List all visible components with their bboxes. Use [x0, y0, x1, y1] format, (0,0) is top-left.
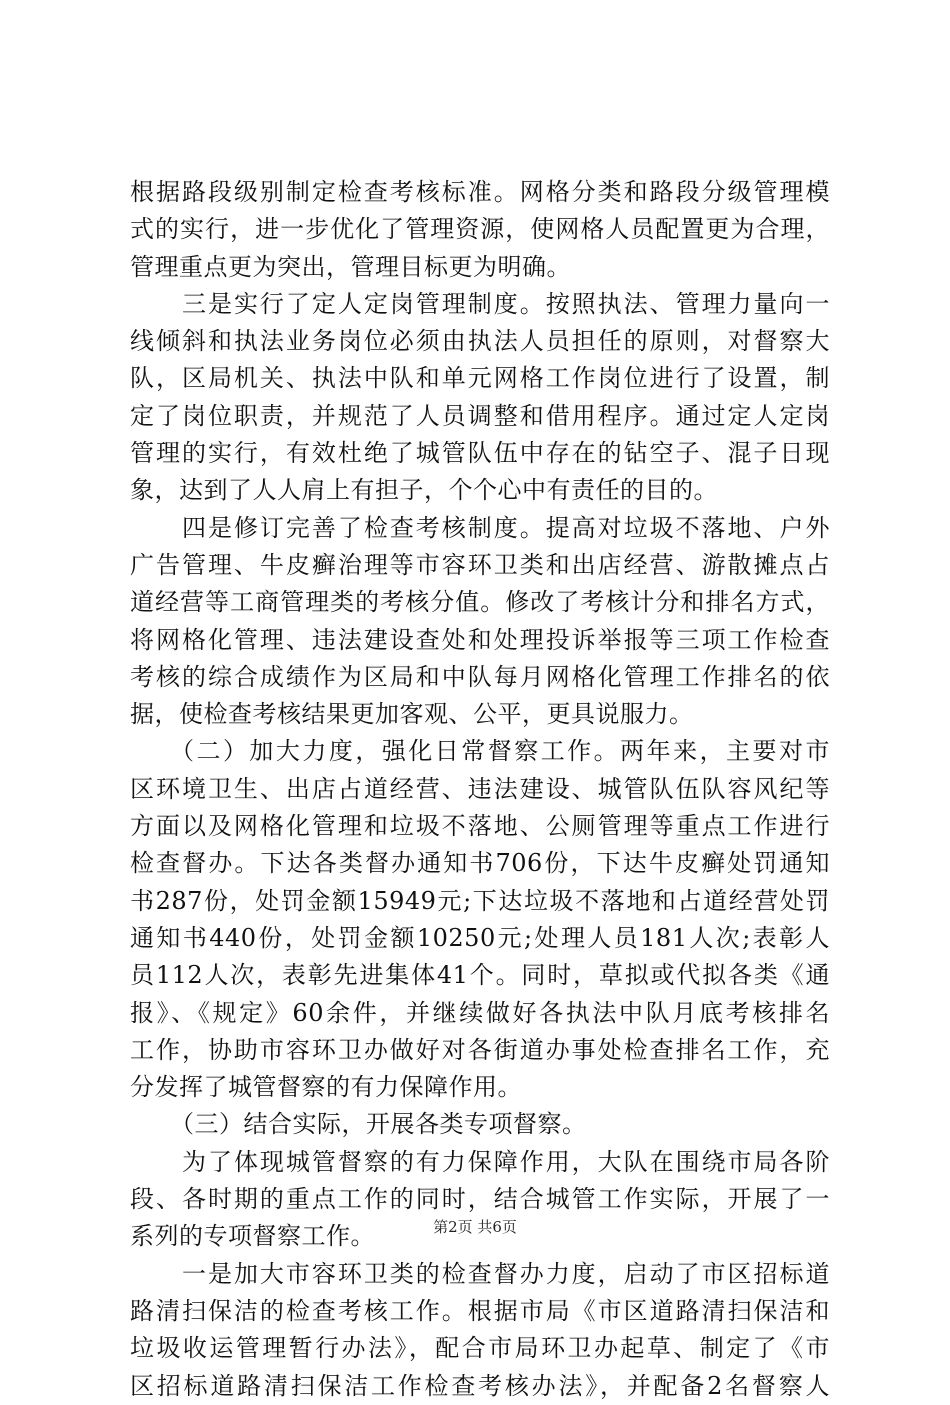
text-line: 员112人次，表彰先进集体41个。同时，草拟或代拟各类《通	[130, 961, 830, 990]
text-line: 区环境卫生、出店占道经营、违法建设、城管队伍队容风纪等	[130, 774, 830, 803]
text-line: 线倾斜和执法业务岗位必须由执法人员担任的原则，对督察大	[130, 327, 830, 356]
text-line: 道经营等工商管理类的考核分值。修改了考核计分和排名方式，	[130, 588, 830, 617]
text-line: 定了岗位职责，并规范了人员调整和借用程序。通过定人定岗	[130, 401, 830, 430]
text-line: 三是实行了定人定岗管理制度。按照执法、管理力量向一	[182, 289, 830, 318]
text-line: 区招标道路清扫保洁工作检查考核办法》，并配备2名督察人	[130, 1371, 830, 1400]
text-line: 书287份，处罚金额15949元;下达垃圾不落地和占道经营处罚	[130, 886, 830, 915]
text-line: 管理的实行，有效杜绝了城管队伍中存在的钻空子、混子日现	[130, 439, 830, 468]
text-line: 为了体现城管督察的有力保障作用，大队在围绕市局各阶	[182, 1147, 830, 1176]
text-line: 段、各时期的重点工作的同时，结合城管工作实际，开展了一	[130, 1185, 830, 1214]
text-line: 检查督办。下达各类督办通知书706份，下达牛皮癣处罚通知	[130, 849, 830, 878]
text-line: 管理重点更为突出，管理目标更为明确。	[130, 252, 571, 281]
text-line: 方面以及网格化管理和垃圾不落地、公厕管理等重点工作进行	[130, 812, 830, 841]
text-line: 考核的综合成绩作为区局和中队每月网格化管理工作排名的依	[130, 662, 830, 691]
text-line: 式的实行，进一步优化了管理资源，使网格人员配置更为合理，	[130, 215, 830, 244]
text-line: 队，区局机关、执法中队和单元网格工作岗位进行了设置，制	[130, 364, 830, 393]
text-line: 报》、《规定》60余件，并继续做好各执法中队月底考核排名	[130, 998, 830, 1027]
text-line: 象，达到了人人肩上有担子，个个心中有责任的目的。	[130, 476, 718, 505]
text-line: 四是修订完善了检查考核制度。提高对垃圾不落地、户外	[182, 513, 830, 542]
text-line: 据，使检查考核结果更加客观、公平，更具说服力。	[130, 700, 694, 729]
text-line: 路清扫保洁的检查考核工作。根据市局《市区道路清扫保洁和	[130, 1296, 830, 1325]
text-line: 根据路段级别制定检查考核标准。网格分类和路段分级管理模	[130, 178, 830, 206]
text-line: 广告管理、牛皮癣治理等市容环卫类和出店经营、游散摊点占	[130, 550, 830, 579]
text-line: 一是加大市容环卫类的检查督办力度，启动了市区招标道	[182, 1259, 830, 1288]
text-line: （三）结合实际，开展各类专项督察。	[170, 1110, 587, 1139]
text-line: 工作，协助市容环卫办做好对各街道办事处检查排名工作，充	[130, 1035, 830, 1064]
text-line: 垃圾收运管理暂行办法》，配合市局环卫办起草、制定了《市	[130, 1334, 830, 1363]
text-line: 分发挥了城管督察的有力保障作用。	[130, 1073, 522, 1102]
text-line: 系列的专项督察工作。	[130, 1222, 375, 1251]
text-line: 通知书440份，处罚金额10250元;处理人员181人次;表彰人	[130, 923, 830, 952]
page-footer: 第2页 共6页	[433, 1218, 517, 1236]
text-line: （二）加大力度，强化日常督察工作。两年来，主要对市	[170, 737, 830, 766]
text-line: 将网格化管理、违法建设查处和处理投诉举报等三项工作检查	[130, 625, 830, 654]
